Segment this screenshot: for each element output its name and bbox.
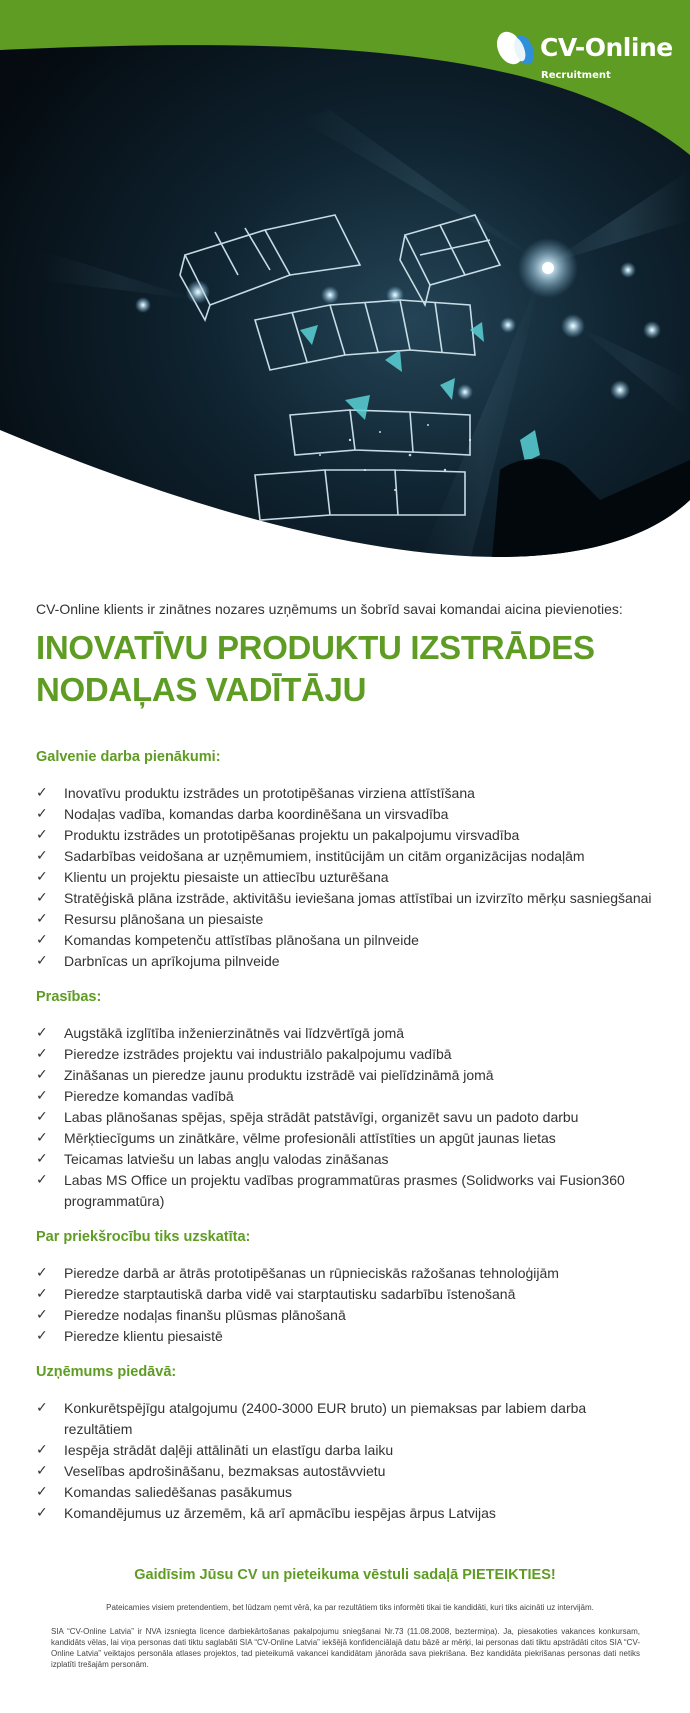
check-icon: ✓ bbox=[36, 953, 48, 969]
list-item: ✓ Zināšanas un pieredze jaunu produktu izstrādē vai pielīdzināmā jomā bbox=[36, 1065, 656, 1086]
list-item: ✓ Pieredze starptautiskā darba vidē vai starptautisku sadarbību īstenošanā bbox=[36, 1284, 656, 1305]
offer-list bbox=[36, 1398, 656, 1524]
list-item: ✓ Teicamas latviešu un labas angļu valodas zināšanas bbox=[36, 1149, 656, 1170]
check-icon: ✓ bbox=[36, 1088, 48, 1104]
list-item: ✓ Augstākā izglītība inženierzinātnēs vai līdzvērtīgā jomā bbox=[36, 1023, 656, 1044]
list-item: ✓ Darbnīcas un aprīkojuma pilnveide bbox=[36, 951, 656, 972]
list-item: ✓ Pieredze nodaļas finanšu plūsmas plānošanā bbox=[36, 1305, 656, 1326]
list-item: ✓ Klientu un projektu piesaiste un attiecību uzturēšana bbox=[36, 867, 656, 888]
list-item: ✓ Resursu plānošana un piesaiste bbox=[36, 909, 656, 930]
advantages-list bbox=[36, 1263, 656, 1347]
cv-online-logo[interactable] bbox=[496, 28, 676, 88]
logo-tagline: Recruitment bbox=[541, 70, 611, 81]
check-icon: ✓ bbox=[36, 848, 48, 864]
list-item: ✓ Konkurētspējīgu atalgojumu (2400-3000 EUR bruto) un piemaksas par labiem darba rezultātiem bbox=[36, 1400, 587, 1437]
check-icon: ✓ bbox=[36, 1286, 48, 1302]
check-icon: ✓ bbox=[36, 1307, 48, 1323]
section-responsibilities bbox=[36, 748, 656, 972]
section-heading: Uzņēmums piedāvā: bbox=[36, 1364, 177, 1380]
check-icon: ✓ bbox=[36, 1265, 48, 1281]
check-icon: ✓ bbox=[36, 806, 48, 822]
list-item: ✓ Pieredze klientu piesaistē bbox=[36, 1326, 656, 1347]
check-icon: ✓ bbox=[36, 827, 48, 843]
job-title-line-1: INOVATĪVU PRODUKTU IZSTRĀDES bbox=[36, 629, 595, 666]
list-item: ✓ Sadarbības veidošana ar uzņēmumiem, institūcijām un citām organizācijas nodaļām bbox=[36, 846, 656, 867]
section-heading: Par priekšrocību tiks uzskatīta: bbox=[36, 1229, 251, 1245]
job-description bbox=[36, 600, 656, 1524]
list-item: ✓ Pieredze darbā ar ātrās prototipēšanas un rūpnieciskās ražošanas tehnoloģijām bbox=[36, 1263, 656, 1284]
list-item: ✓ Iespēja strādāt daļēji attālināti un elastīgu darba laiku bbox=[36, 1440, 656, 1461]
check-icon: ✓ bbox=[36, 932, 48, 948]
check-icon: ✓ bbox=[36, 869, 48, 885]
check-icon: ✓ bbox=[36, 1046, 48, 1062]
intro-text: CV-Online klients ir zinātnes nozares uzņēmums un šobrīd savai komandai aicina pievienoties: bbox=[36, 601, 623, 617]
check-icon: ✓ bbox=[36, 890, 48, 906]
list-item: ✓ Mērķtiecīgums un zinātkāre, vēlme profesionāli attīstīties un apgūt jaunas lietas bbox=[36, 1128, 656, 1149]
list-item: ✓ Labas MS Office un projektu vadības programmatūras prasmes (Solidworks vai Fusion360 programmatūra) bbox=[36, 1172, 625, 1209]
check-icon: ✓ bbox=[36, 1025, 48, 1041]
list-item: ✓ Inovatīvu produktu izstrādes un prototipēšanas virziena attīstīšana bbox=[36, 783, 656, 804]
list-item: ✓ Stratēģiskā plāna izstrāde, aktivitāšu ieviešana jomas attīstībai un izvirzīto mērķu sasniegšanai bbox=[36, 888, 656, 909]
section-advantages bbox=[36, 1228, 656, 1347]
responsibilities-list bbox=[36, 783, 656, 972]
section-heading: Prasības: bbox=[36, 989, 102, 1005]
list-item: ✓ Nodaļas vadība, komandas darba koordinēšana un virsvadība bbox=[36, 804, 656, 825]
check-icon: ✓ bbox=[36, 1151, 48, 1167]
list-item: ✓ Komandas kompetenču attīstības plānošana un pilnveide bbox=[36, 930, 656, 951]
job-title bbox=[36, 627, 656, 711]
logo-icon bbox=[496, 28, 540, 72]
check-icon: ✓ bbox=[36, 1505, 48, 1521]
candidate-notice: Pateicamies visiem pretendentiem, bet lūdzam ņemt vērā, ka par rezultātiem tiks informēti tikai tie kandidāti, kuri tiks aicināti uz intervijām. bbox=[106, 1603, 594, 1612]
job-title-line-2: NODAĻAS VADĪTĀJU bbox=[36, 671, 367, 708]
check-icon: ✓ bbox=[36, 911, 48, 927]
check-icon: ✓ bbox=[36, 1172, 48, 1188]
check-icon: ✓ bbox=[36, 1328, 48, 1344]
requirements-list bbox=[36, 1023, 656, 1212]
list-item: ✓ Komandējumus uz ārzemēm, kā arī apmācību iespējas ārpus Latvijas bbox=[36, 1503, 656, 1524]
section-heading: Galvenie darba pienākumi: bbox=[36, 749, 221, 765]
check-icon: ✓ bbox=[36, 1484, 48, 1500]
list-item: ✓ Komandas saliedēšanas pasākumus bbox=[36, 1482, 656, 1503]
check-icon: ✓ bbox=[36, 1109, 48, 1125]
list-item: ✓ Pieredze izstrādes projektu vai industriālo pakalpojumu vadībā bbox=[36, 1044, 656, 1065]
check-icon: ✓ bbox=[36, 1442, 48, 1458]
check-icon: ✓ bbox=[36, 1463, 48, 1479]
section-offer bbox=[36, 1363, 656, 1524]
apply-call-to-action: Gaidīsim Jūsu CV un pieteikuma vēstuli sadaļā PIETEIKTIES! bbox=[134, 1567, 556, 1583]
list-item: ✓ Labas plānošanas spējas, spēja strādāt patstāvīgi, organizēt savu un padoto darbu bbox=[36, 1107, 656, 1128]
check-icon: ✓ bbox=[36, 1067, 48, 1083]
legal-notice: SIA “CV-Online Latvia” ir NVA izsniegta licence darbiekārtošanas pakalpojumu sniegšanai Nr.73 (11.08.2008, beztermiņa). Ja, piesakoties vakances konkursam, kandidāts vēlas, lai viņa personas dati tiktu saglabāti SIA “CV-Online Latvia” iekšējā konfidenciālajā datu bāzē ar mērķi, lai personas dati tiktu apstrādāti citos SIA “CV-Online Latvia” veiktajos personāla atlases projektos, tad pieteikumā vakancei kandidātam jānorāda sava piekrišana. Bez kandidāta piekrišanas personas dati netiks izplatīti trešajām personām. bbox=[51, 1627, 640, 1669]
check-icon: ✓ bbox=[36, 1130, 48, 1146]
logo-wordmark: CV-Online bbox=[540, 33, 673, 62]
section-requirements bbox=[36, 988, 656, 1212]
list-item: ✓ Produktu izstrādes un prototipēšanas projektu un pakalpojumu virsvadība bbox=[36, 825, 656, 846]
list-item: ✓ Veselības apdrošināšanu, bezmaksas autostāvvietu bbox=[36, 1461, 656, 1482]
list-item: ✓ Pieredze komandas vadībā bbox=[36, 1086, 656, 1107]
check-icon: ✓ bbox=[36, 785, 48, 801]
check-icon: ✓ bbox=[36, 1400, 48, 1416]
